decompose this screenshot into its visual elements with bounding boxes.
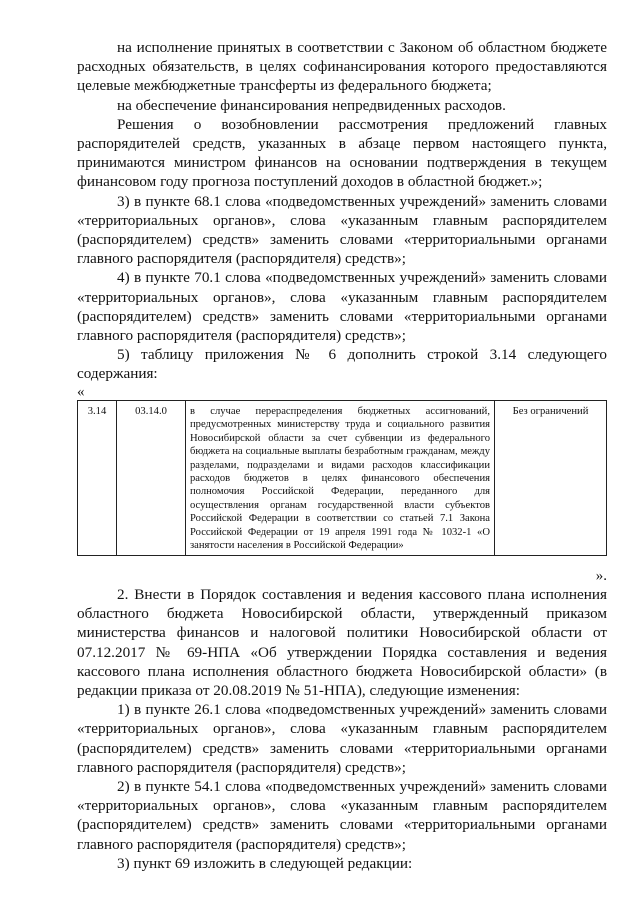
row-description-cell: в случае перераспределения бюджетных ассигнований, предусмотренных министерству труда и социального развития Новосибирской области за счет субвенции из федерального бюджета на социальные выплаты безработным гражданам, между разделами, подразделами и видами расходов классификации расходов бюджетов в целях финансового обеспечения полномочия Российской Федерации, переданного для осуществления органам государственной власти субъектов Российской Федерации в соответствии со статьей 7.1 Закона Российской Федерации от 19 апреля 1991 года № 1032-1 «О занятости населения в Российской Федерации»	[186, 401, 495, 556]
paragraph-unforeseen-expenses: на обеспечение финансирования непредвиденных расходов.	[117, 96, 506, 114]
closing-quote: ».	[595, 568, 607, 584]
paragraph-item-5: 5) таблицу приложения № 6 дополнить строкой 3.14 следующего содержания:	[77, 346, 607, 383]
paragraph-sub-1: 1) в пункте 26.1 слова «подведомственных учреждений» заменить словами «территориальных органов», слова «указанным главным распорядителем (распорядителем) средств» заменить словами «территориальными органами главного распорядителя (распорядителя) средств»;	[77, 701, 607, 776]
paragraph-sub-2: 2) в пункте 54.1 слова «подведомственных учреждений» заменить словами «территориальных органов», слова «указанным главным распорядителем (распорядителем) средств» заменить словами «территориальными органами главного распорядителя (распорядителя) средств»;	[77, 778, 607, 853]
paragraph-item-3: 3) в пункте 68.1 слова «подведомственных учреждений» заменить словами «территориальных органов», слова «указанным главным распорядителем (распорядителем) средств» заменить словами «территориальными органами главного распорядителя (распорядителя) средств»;	[77, 192, 607, 268]
bottom-text-block	[77, 585, 607, 873]
paragraph-sub-3: 3) пункт 69 изложить в следующей редакции:	[117, 854, 413, 872]
appendix-table	[77, 400, 607, 556]
paragraph-item-4: 4) в пункте 70.1 слова «подведомственных учреждений» заменить словами «территориальных органов», слова «указанным главным распорядителем (распорядителем) средств» заменить словами «территориальными органами главного распорядителя (распорядителя) средств»;	[77, 269, 607, 345]
opening-quote: «	[77, 384, 85, 400]
row-number-cell: 3.14	[78, 401, 117, 556]
row-limit-cell: Без ограничений	[495, 401, 607, 556]
paragraph-cofinancing: на исполнение принятых в соответствии с Законом об областном бюджете расходных обязательств, в целях софинансирования которого предоставляются целевые межбюджетные трансферты из федерального бюджета;	[77, 39, 607, 95]
paragraph-resumption-decisions: Решения о возобновлении рассмотрения предложений главных распорядителей средств, указанных в абзаце первом настоящего пункта, принимаются министром финансов на основании подтверждения в текущем финансовом году прогноза поступлений доходов в областной бюджет.»;	[77, 115, 607, 191]
top-text-block	[77, 38, 607, 384]
row-code-cell: 03.14.0	[117, 401, 186, 556]
table-row	[78, 401, 607, 556]
paragraph-section-2: 2. Внести в Порядок составления и ведения кассового плана исполнения областного бюджета Новосибирской области, утвержденный приказом министерства финансов и налоговой политики Новосибирской области от 07.12.2017 № 69-НПА «Об утверждении Порядка составления и ведения кассового плана исполнения областного бюджета Новосибирской области» (в редакции приказа от 20.08.2019 № 51-НПА), следующие изменения:	[77, 586, 607, 700]
